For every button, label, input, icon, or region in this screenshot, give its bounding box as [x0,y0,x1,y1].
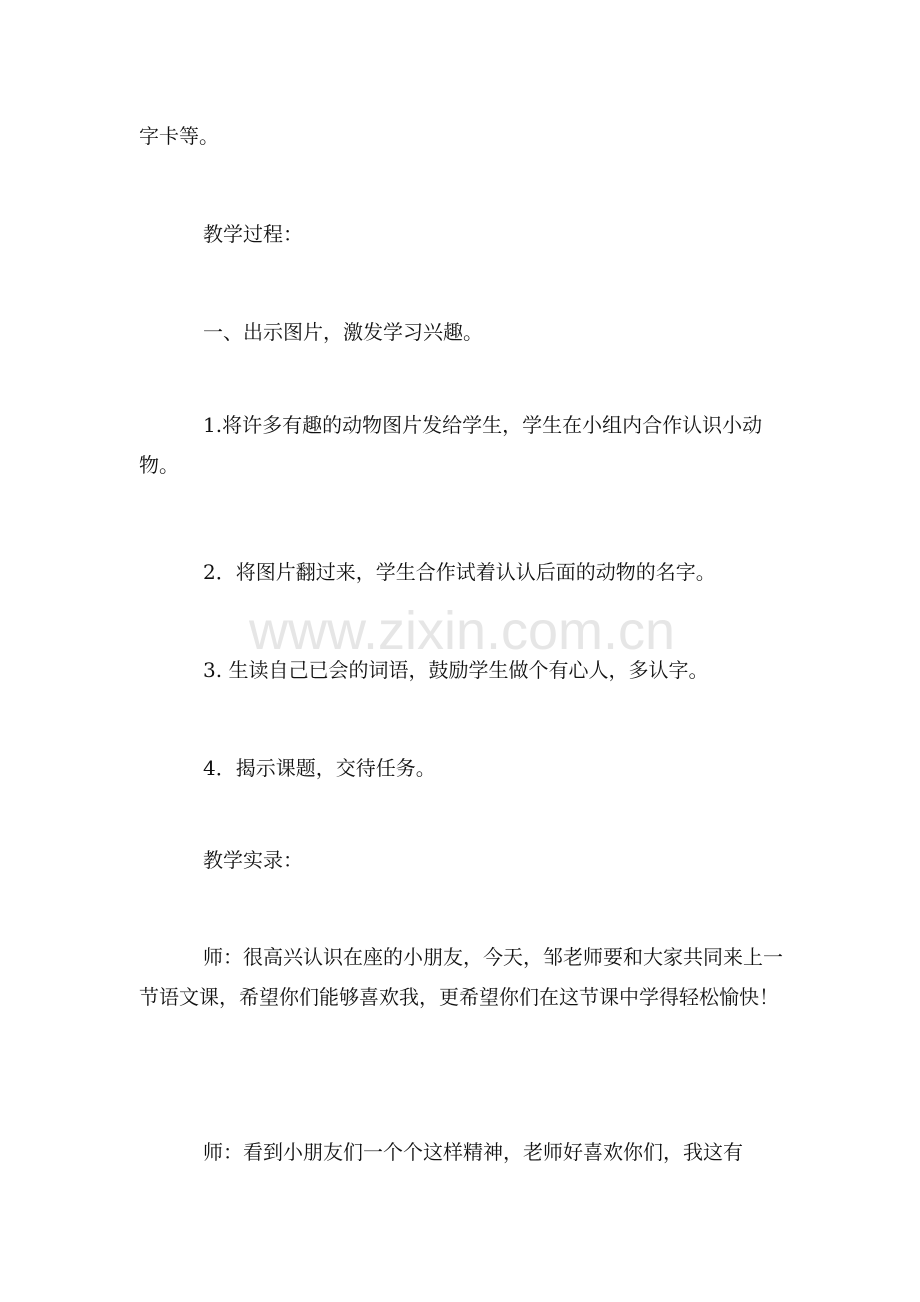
list-item-4: 4．揭示课题，交待任务。 [203,756,436,780]
heading-teaching-process: 教学过程： [203,222,303,246]
section-heading-show-pictures: 一、出示图片，激发学习兴趣。 [203,320,483,344]
watermark: www.zixin.com.cn [248,601,676,661]
paragraph-teacher-intro: 师：很高兴认识在座的小朋友，今天，邹老师要和大家共同来上一节语文课，希望你们能够喜欢我，更希望你们在这节课中学得轻松愉快！ [139,945,783,1009]
list-item-2: 2．将图片翻过来，学生合作试着认认后面的动物的名字。 [203,560,716,584]
paragraph-card-materials: 字卡等。 [139,124,219,148]
list-item-3: 3. 生读自己已会的词语，鼓励学生做个有心人，多认字。 [203,658,709,682]
paragraph-teacher-continue: 师：看到小朋友们一个个这样精神，老师好喜欢你们，我这有 [203,1140,743,1164]
heading-teaching-record: 教学实录： [203,848,303,872]
list-item-1: 1.将许多有趣的动物图片发给学生，学生在小组内合作认识小动物。 [139,413,763,477]
